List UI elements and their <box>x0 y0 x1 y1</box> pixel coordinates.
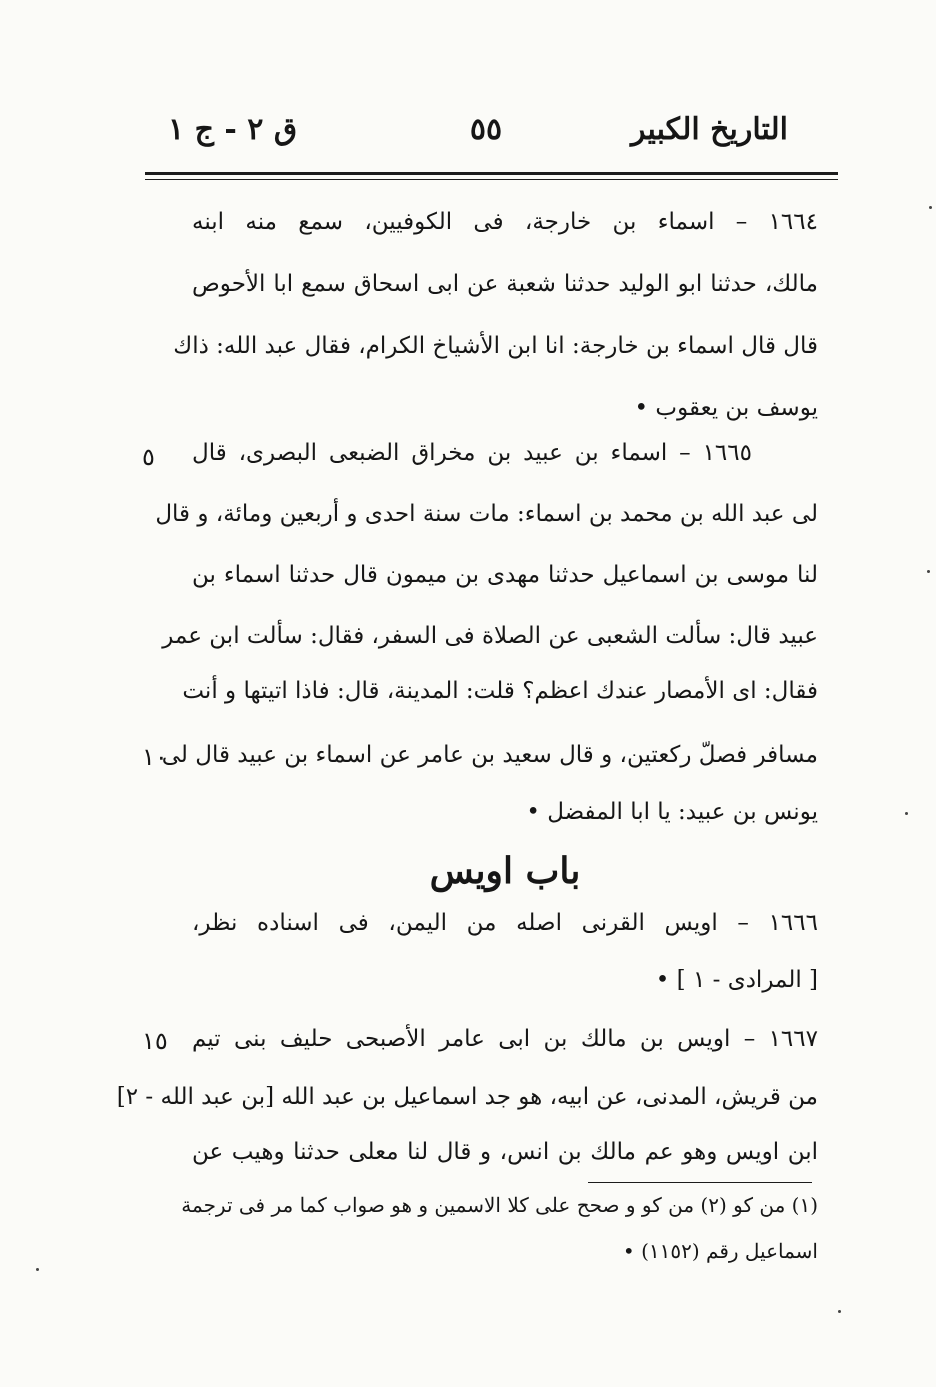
text-line: ١٦٦٦ – اويس القرنى اصله من اليمن، فى اسناده نظر، <box>192 910 818 936</box>
scan-speck <box>905 812 908 815</box>
text-line: ١٦٦٥ – اسماء بن عبيد بن مخراق الضبعى البصرى، قال <box>192 440 752 466</box>
text-line: فقال: اى الأمصار عندك اعظم؟ قلت: المدينة، قال: فاذا اتيتها و أنت <box>182 678 818 704</box>
text-line: عبيد قال: سألت الشعبى عن الصلاة فى السفر، فقال: سألت ابن عمر <box>162 623 818 649</box>
text-line: مسافر فصلّ ركعتين، و قال سعيد بن عامر عن اسماء بن عبيد قال لى <box>161 742 818 768</box>
running-head-title: التاريخ الكبير <box>630 112 788 147</box>
text-line: يوسف بن يعقوب • <box>634 395 818 421</box>
text-line: يونس بن عبيد: يا ابا المفضل • <box>526 799 818 825</box>
scan-speck <box>929 206 932 209</box>
text-line: من قريش، المدنى، عن ابيه، هو جد اسماعيل بن عبد الله [بن عبد الله - ٢] <box>116 1084 818 1110</box>
page-number: ٥٥ <box>469 112 503 147</box>
margin-line-number: ٥ <box>142 443 155 471</box>
text-line: لنا موسى بن اسماعيل حدثنا مهدى بن ميمون قال حدثنا اسماء بن <box>192 562 818 588</box>
volume-marker: ق ٢ - ج ١ <box>168 112 298 147</box>
text-line: مالك، حدثنا ابو الوليد حدثنا شعبة عن ابى اسحاق سمع ابا الأحوص <box>192 271 818 297</box>
margin-line-number: ١٠ <box>142 743 168 771</box>
header-rule <box>145 172 838 175</box>
footnote-line: اسماعيل رقم (١١٥٢) • <box>622 1239 818 1263</box>
margin-line-number: ١٥ <box>142 1027 168 1055</box>
footnote-line: (١) من كو (٢) من كو و صحح على كلا الاسمين و هو صواب كما مر فى ترجمة <box>181 1193 818 1217</box>
text-line: ١٦٦٤ – اسماء بن خارجة، فى الكوفيين، سمع منه ابنه <box>192 209 818 235</box>
scan-speck <box>927 570 930 573</box>
text-line: ١٦٦٧ – اويس بن مالك بن ابى عامر الأصبحى حليف بنى تيم <box>192 1026 818 1052</box>
text-line: قال قال اسماء بن خارجة: انا ابن الأشياخ الكرام، فقال عبد الله: ذاك <box>173 333 818 359</box>
text-line: ابن اويس وهو عم مالك بن انس، و قال لنا معلى حدثنا وهيب عن <box>192 1139 818 1165</box>
section-heading: باب اويس <box>429 850 581 892</box>
scan-speck <box>36 1268 39 1271</box>
text-line: [ المرادى - ١ ] • <box>655 967 818 993</box>
header-rule-thin <box>145 179 838 180</box>
scan-speck <box>838 1310 841 1313</box>
footnote-rule <box>588 1182 812 1183</box>
text-line: لى عبد الله بن محمد بن اسماء: مات سنة احدى و أربعين ومائة، و قال <box>155 501 818 527</box>
